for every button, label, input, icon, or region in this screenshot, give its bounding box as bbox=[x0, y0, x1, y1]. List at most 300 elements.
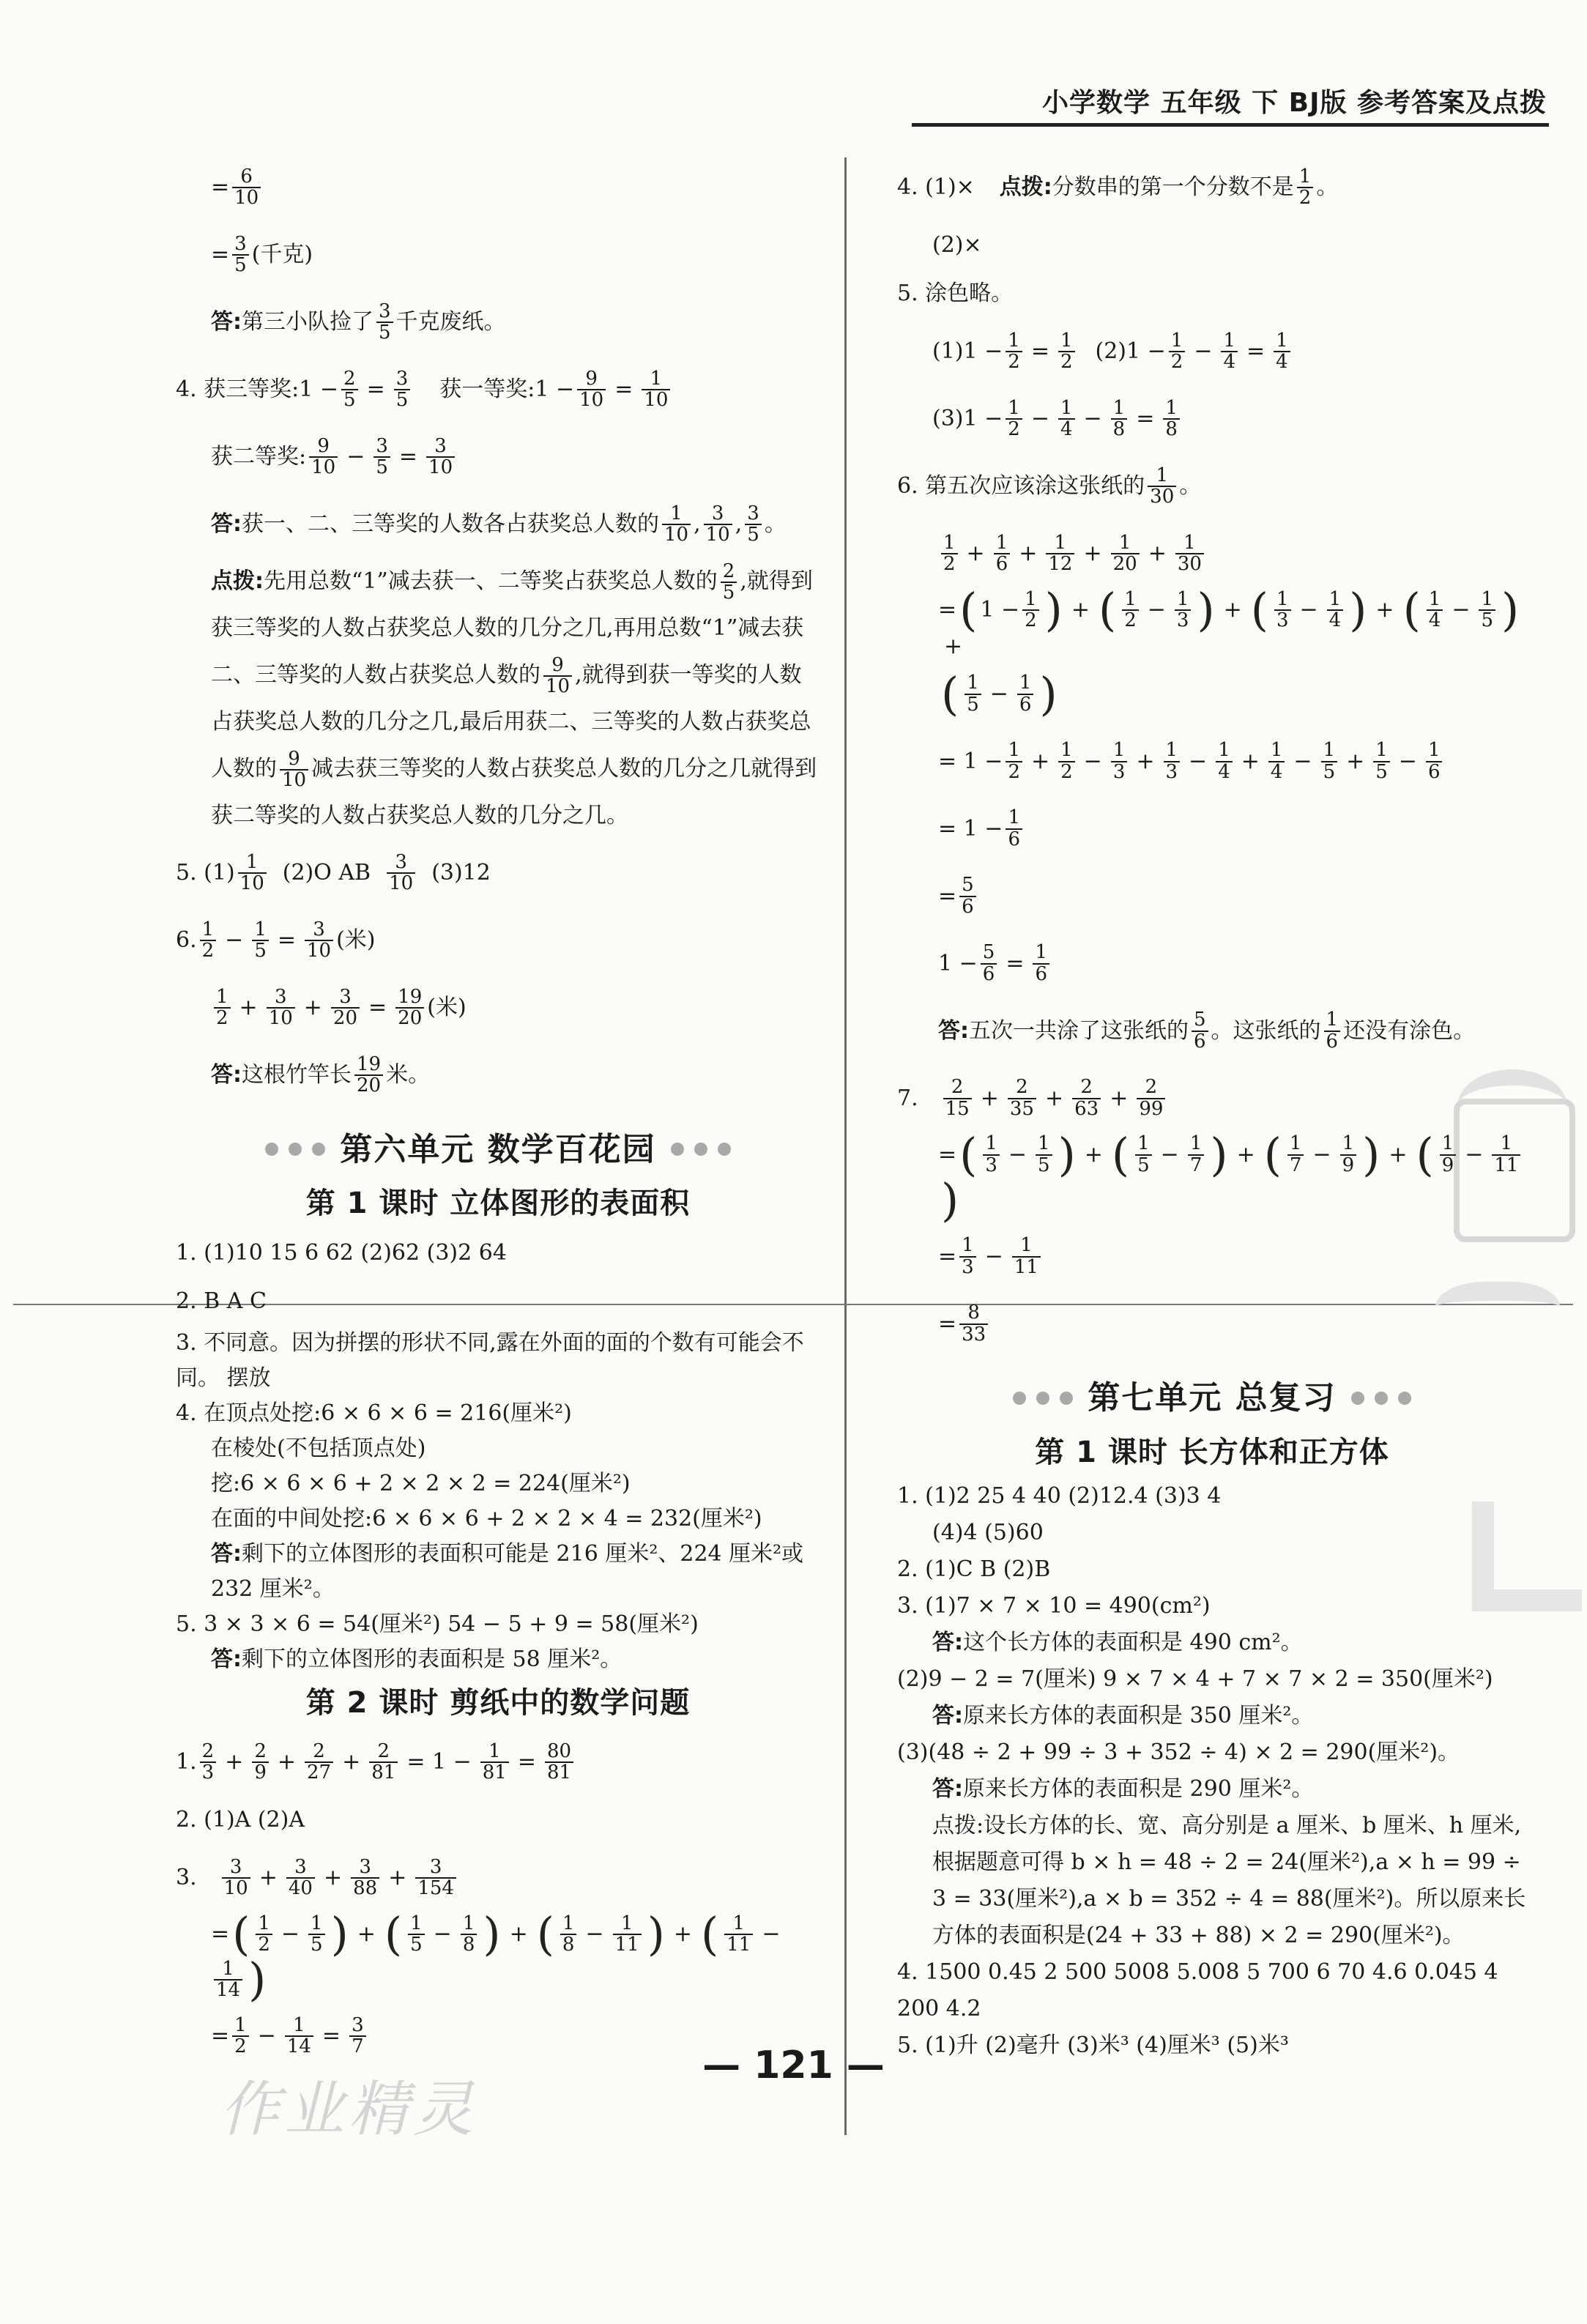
denominator: 11 bbox=[613, 1934, 642, 1955]
step-line bbox=[176, 974, 820, 1042]
fraction bbox=[376, 302, 393, 344]
fraction bbox=[1327, 587, 1344, 631]
fraction bbox=[721, 562, 737, 604]
fraction bbox=[983, 1134, 1000, 1176]
denominator: 30 bbox=[1175, 553, 1204, 574]
equals: = bbox=[938, 883, 957, 909]
left-column bbox=[176, 154, 820, 2070]
numerator: 1 bbox=[1276, 329, 1288, 352]
numerator: 1 bbox=[1025, 587, 1037, 610]
numerator: 1 bbox=[488, 1740, 501, 1762]
answer-line bbox=[897, 998, 1527, 1065]
answer-text: 剩下的立体图形的表面积可能是 216 厘米²、224 厘米²或 232 厘米²。 bbox=[211, 1541, 804, 1602]
answer-text: 剩下的立体图形的表面积是 58 厘米²。 bbox=[242, 1647, 622, 1673]
equals: = bbox=[938, 597, 957, 623]
step-line bbox=[897, 930, 1527, 998]
numerator: 1 bbox=[293, 2013, 305, 2036]
denominator: 5 bbox=[408, 1934, 425, 1955]
denominator: 5 bbox=[341, 389, 358, 410]
fraction bbox=[200, 1742, 217, 1783]
plus: + bbox=[239, 995, 258, 1021]
numerator: 1 bbox=[1326, 1009, 1339, 1031]
decor-dots bbox=[671, 1143, 731, 1156]
fraction bbox=[1169, 331, 1186, 373]
lesson-1-title: 第 1 课时 立体图形的表面积 bbox=[305, 1187, 691, 1220]
question-text: (2)O AB bbox=[282, 860, 371, 886]
numerator: 1 bbox=[1060, 396, 1073, 419]
minus: − bbox=[346, 444, 365, 470]
fraction bbox=[1046, 533, 1074, 575]
denominator: 6 bbox=[1426, 761, 1443, 782]
denominator: 8 bbox=[560, 1934, 577, 1955]
fraction bbox=[959, 1303, 988, 1345]
answer-label: 答: bbox=[932, 1702, 963, 1729]
equals: = bbox=[368, 995, 387, 1021]
answer-label: 答: bbox=[211, 1541, 242, 1567]
step-line bbox=[897, 863, 1527, 930]
plus: + bbox=[277, 1749, 296, 1775]
numerator: 3 bbox=[434, 434, 447, 457]
denominator: 5 bbox=[1373, 761, 1390, 782]
fraction bbox=[1216, 740, 1233, 782]
question-line: 4. 在顶点处挖:6 × 6 × 6 = 216(厘米²) bbox=[176, 1400, 572, 1427]
numerator: 1 bbox=[1060, 329, 1073, 352]
numerator: 1 bbox=[311, 1912, 323, 1934]
denominator: 10 bbox=[267, 1007, 295, 1028]
fraction bbox=[1012, 1236, 1041, 1277]
numerator: 80 bbox=[547, 1740, 572, 1762]
fraction bbox=[252, 920, 269, 962]
denominator: 5 bbox=[252, 940, 269, 961]
step-line bbox=[897, 318, 1527, 385]
fraction bbox=[1017, 673, 1034, 715]
numerator: 5 bbox=[982, 941, 995, 964]
numerator: 3 bbox=[313, 918, 325, 940]
numerator: 1 bbox=[410, 1912, 423, 1934]
question-text: (3)12 bbox=[431, 860, 491, 886]
denominator: 10 bbox=[662, 524, 691, 545]
fraction bbox=[1006, 331, 1022, 373]
denominator: 4 bbox=[1327, 609, 1344, 631]
denominator: 10 bbox=[426, 456, 455, 478]
fraction bbox=[480, 1742, 509, 1783]
denominator: 2 bbox=[1006, 761, 1022, 782]
question-line bbox=[897, 154, 1527, 221]
denominator: 10 bbox=[280, 769, 308, 790]
denominator: 81 bbox=[480, 1761, 509, 1783]
question-line: 3. (1)7 × 7 × 10 = 490(cm²) bbox=[897, 1592, 1211, 1619]
denominator: 3 bbox=[983, 1154, 1000, 1176]
numerator: 1 bbox=[1441, 1132, 1454, 1155]
denominator: 14 bbox=[214, 1979, 242, 2000]
question-line: (3)(48 ÷ 2 + 99 ÷ 3 + 352 ÷ 4) × 2 = 290(厘米²)。 bbox=[897, 1739, 1460, 1765]
fraction bbox=[941, 533, 958, 575]
denominator: 5 bbox=[745, 524, 762, 545]
denominator: 27 bbox=[305, 1761, 333, 1783]
numerator: 3 bbox=[395, 850, 407, 873]
tip-paragraph bbox=[176, 558, 820, 839]
question-label: (2)1 − bbox=[1095, 338, 1166, 365]
fraction bbox=[981, 943, 997, 984]
denominator: 5 bbox=[1321, 761, 1338, 782]
equals: = bbox=[1246, 338, 1265, 365]
numerator: 1 bbox=[1112, 396, 1126, 419]
answer-line bbox=[897, 1698, 1527, 1734]
fraction bbox=[662, 504, 691, 546]
numerator: 2 bbox=[377, 1740, 390, 1762]
fraction bbox=[704, 504, 732, 546]
answer-line bbox=[176, 1042, 820, 1109]
answer-line bbox=[176, 1537, 820, 1607]
answer-text: 原来长方体的表面积是 350 厘米²。 bbox=[963, 1702, 1314, 1729]
numerator: 1 bbox=[995, 531, 1008, 554]
numerator: 3 bbox=[234, 232, 247, 255]
denominator: 4 bbox=[1268, 761, 1285, 782]
denominator: 5 bbox=[376, 322, 393, 343]
fraction bbox=[1274, 331, 1290, 373]
numerator: 3 bbox=[711, 502, 724, 524]
denominator: 5 bbox=[232, 254, 249, 275]
numerator: 2 bbox=[1016, 1076, 1028, 1099]
denominator: 8 bbox=[1111, 418, 1128, 439]
fraction bbox=[395, 987, 424, 1029]
denominator: 3 bbox=[1164, 761, 1181, 782]
numerator: 1 bbox=[1500, 1132, 1513, 1155]
fraction bbox=[1022, 587, 1039, 631]
fraction bbox=[1427, 587, 1443, 631]
question-text: 获二等奖: bbox=[211, 444, 307, 470]
fraction bbox=[232, 167, 261, 209]
question-line: (2)9 − 2 = 7(厘米) 9 × 7 × 4 + 7 × 7 × 2 = 350(厘米²) bbox=[897, 1666, 1493, 1692]
numerator: 1 bbox=[1189, 1132, 1203, 1155]
fraction bbox=[745, 504, 762, 546]
fraction bbox=[613, 1914, 642, 1956]
step-line: = ( $\frac{1}{2}$ − $\frac{1}{5}$ ) + ( $\frac{1}{5}$ − $\frac{1}{8}$ ) + ( $\frac{1}{8}$ − $\frac{1}{11}$ ) + ( $\frac{1}{11}$ − $\frac{1}{14}$ ) bbox=[211, 1907, 781, 2006]
numerator: 1 bbox=[1060, 739, 1073, 762]
tip-text: 减去获三等奖的人数占获奖总人数的几分之几就得到获二等奖的人数占获奖总人数的几分之几。 bbox=[211, 756, 817, 828]
question-line: 2. (1)C B (2)B bbox=[897, 1556, 1051, 1582]
numerator: 2 bbox=[313, 1740, 325, 1762]
denominator: 6 bbox=[1033, 963, 1049, 984]
fraction bbox=[286, 1857, 315, 1899]
fraction bbox=[1324, 1010, 1341, 1052]
numerator: 3 bbox=[352, 2013, 364, 2036]
fraction bbox=[577, 369, 606, 411]
minus: − bbox=[257, 2023, 276, 2049]
denominator: 4 bbox=[1058, 418, 1075, 439]
fraction bbox=[1479, 587, 1495, 631]
fraction bbox=[373, 434, 390, 478]
denominator: 6 bbox=[1192, 1031, 1208, 1052]
fraction bbox=[1033, 943, 1049, 984]
question-line: 5. 3 × 3 × 6 = 54(厘米²) 54 − 5 + 9 = 58(厘米²) bbox=[176, 1611, 699, 1638]
numerator: 3 bbox=[395, 367, 409, 390]
numerator: 1 bbox=[943, 531, 956, 554]
unit-title-text: 第七单元 总复习 bbox=[1088, 1379, 1337, 1417]
question-5 bbox=[176, 839, 820, 907]
equals: = bbox=[211, 174, 230, 201]
denominator: 10 bbox=[704, 524, 732, 545]
fraction bbox=[1006, 398, 1022, 440]
question-line: 3. 不同意。因为拼摆的形状不同,露在外面的面的个数有可能会不同。 摆放 bbox=[176, 1330, 804, 1391]
denominator: 81 bbox=[545, 1761, 573, 1783]
fraction bbox=[1111, 533, 1140, 575]
denominator: 20 bbox=[1111, 553, 1140, 574]
step-line: = ( 1 − $\frac{1}{2}$ ) + ( $\frac{1}{2}$ − $\frac{1}{3}$ ) + ( $\frac{1}{3}$ − $\frac{1}{4}$ ) + ( $\frac{1}{4}$ − $\frac{1}{5}$ ) + bbox=[938, 583, 1520, 659]
tip-text: 先用总数“1”减去获一、二等奖占获奖总人数的 bbox=[264, 568, 718, 594]
denominator: 8 bbox=[461, 1934, 477, 1955]
denominator: 2 bbox=[1122, 609, 1139, 631]
fraction bbox=[1274, 587, 1291, 631]
numerator: 2 bbox=[254, 1740, 267, 1762]
unit-6-title bbox=[176, 1124, 820, 1175]
equals: = bbox=[277, 927, 296, 954]
numerator: 1 bbox=[1008, 739, 1020, 762]
denominator: 20 bbox=[331, 1007, 360, 1028]
numerator: 1 bbox=[1124, 587, 1137, 610]
denominator: 63 bbox=[1072, 1098, 1101, 1119]
answer-text: 五次一共涂了这张纸的 bbox=[969, 1017, 1189, 1044]
fraction bbox=[331, 987, 360, 1029]
fraction bbox=[1287, 1134, 1304, 1176]
fraction bbox=[1111, 740, 1128, 782]
denominator: 9 bbox=[1340, 1154, 1357, 1176]
denominator: 10 bbox=[238, 872, 267, 894]
numerator: 3 bbox=[229, 1855, 242, 1878]
answer-text: 原来长方体的表面积是 290 厘米²。 bbox=[963, 1775, 1314, 1802]
step-line: = ( $\frac{1}{3}$ − $\frac{1}{5}$ ) + ( $\frac{1}{5}$ − $\frac{1}{7}$ ) + ( $\frac{1}{7}$ − $\frac{1}{9}$ ) + ( $\frac{1}{9}$ − $\frac{1}{11}$ ) bbox=[897, 1132, 1527, 1223]
fraction bbox=[1268, 740, 1285, 782]
plus: + bbox=[1044, 1085, 1064, 1111]
question-line bbox=[897, 1065, 1527, 1132]
decor-dots bbox=[265, 1143, 325, 1156]
denominator: 10 bbox=[232, 187, 261, 208]
fraction bbox=[1072, 1077, 1101, 1119]
numerator: 1 bbox=[1481, 587, 1493, 610]
fraction bbox=[309, 434, 338, 478]
numerator: 3 bbox=[339, 985, 352, 1008]
fraction bbox=[415, 1857, 456, 1899]
equals: = bbox=[614, 376, 633, 403]
fraction bbox=[369, 1742, 398, 1783]
question-label: 3. bbox=[176, 1865, 197, 1891]
fraction bbox=[308, 1914, 325, 1956]
step-line: = 1 − $\frac{1}{2}$ + $\frac{1}{2}$ − $\frac{1}{3}$ + $\frac{1}{3}$ − $\frac{1}{4}$ + $\frac{1}{4}$ − $\frac{1}{5}$ + $\frac{1}{5}$ − $\frac{1}{6}$ bbox=[897, 728, 1527, 795]
step-line: 挖:6 × 6 × 6 + 2 × 2 × 2 = 224(厘米²) bbox=[211, 1471, 631, 1497]
denominator: 2 bbox=[214, 1007, 231, 1028]
fraction bbox=[1008, 1077, 1036, 1119]
numerator: 1 bbox=[1008, 329, 1020, 352]
numerator: 1 bbox=[1289, 1132, 1302, 1155]
answer-label: 答: bbox=[211, 1062, 242, 1088]
numerator: 1 bbox=[1008, 396, 1020, 419]
question-label: 6. 第五次应该涂这张纸的 bbox=[897, 473, 1145, 500]
plus: + bbox=[259, 1865, 278, 1891]
numerator: 1 bbox=[1112, 739, 1126, 762]
fraction bbox=[305, 1742, 333, 1783]
numerator: 3 bbox=[379, 300, 391, 322]
answer-label: 答: bbox=[932, 1629, 963, 1655]
answer-label: 答: bbox=[211, 1647, 242, 1673]
plus: + bbox=[980, 1085, 999, 1111]
numerator: 1 bbox=[1218, 739, 1230, 762]
numerator: 2 bbox=[343, 367, 356, 390]
denominator: 2 bbox=[941, 553, 958, 574]
question-label: 4. 获三等奖:1 − bbox=[176, 376, 339, 403]
denominator: 10 bbox=[577, 389, 606, 410]
fraction bbox=[1036, 1134, 1052, 1176]
fraction bbox=[1297, 167, 1314, 209]
minus: − bbox=[1083, 406, 1102, 432]
numerator: 1 bbox=[1298, 165, 1312, 188]
fraction bbox=[1006, 808, 1022, 850]
denominator: 5 bbox=[1036, 1154, 1052, 1176]
fraction bbox=[1006, 740, 1022, 782]
answer-text: 第三小队捡了 bbox=[242, 309, 373, 335]
fraction bbox=[1058, 398, 1075, 440]
answer-text: 。这张纸的 bbox=[1211, 1017, 1321, 1044]
denominator: 11 bbox=[724, 1934, 753, 1955]
decor-dots bbox=[1013, 1392, 1073, 1405]
numerator: 2 bbox=[201, 1740, 215, 1762]
denominator: 10 bbox=[305, 940, 333, 961]
fraction bbox=[1135, 1134, 1152, 1176]
page-header: 小学数学 五年级 下 BJ版 参考答案及点拨 bbox=[1042, 88, 1547, 118]
denominator: 2 bbox=[1297, 187, 1314, 208]
question-6 bbox=[176, 907, 820, 974]
fraction bbox=[959, 1236, 976, 1277]
unit: (千克) bbox=[251, 242, 313, 268]
numerator: 1 bbox=[1038, 1132, 1050, 1155]
numerator: 1 bbox=[1328, 587, 1342, 610]
question-line: 5. 涂色略。 bbox=[897, 281, 1014, 307]
plus: + bbox=[966, 541, 985, 567]
step-line bbox=[897, 385, 1527, 453]
numerator: 1 bbox=[1020, 1234, 1033, 1257]
denominator: 5 bbox=[394, 389, 411, 410]
numerator: 1 bbox=[1276, 587, 1289, 610]
answer-text: 千克废纸。 bbox=[395, 309, 506, 335]
denominator: 4 bbox=[1221, 351, 1238, 372]
denominator: 3 bbox=[200, 1761, 217, 1783]
answer-label: 答: bbox=[938, 1017, 969, 1044]
tip-text: 分数串的第一个分数不是 bbox=[1052, 174, 1294, 201]
fraction bbox=[1192, 1010, 1208, 1052]
step-line bbox=[897, 1223, 1527, 1291]
numerator: 9 bbox=[288, 747, 300, 770]
fraction bbox=[965, 673, 981, 715]
numerator: 1 bbox=[1019, 672, 1032, 694]
tip-label: 点拨: bbox=[999, 174, 1052, 201]
question-line: 1. (1)2 25 4 40 (2)12.4 (3)3 4 bbox=[897, 1482, 1222, 1509]
fraction bbox=[1221, 331, 1238, 373]
numerator: 1 bbox=[234, 2013, 247, 2036]
numerator: 19 bbox=[357, 1053, 382, 1075]
decor-dots bbox=[1351, 1392, 1411, 1405]
numerator: 9 bbox=[551, 653, 564, 676]
numerator: 1 bbox=[1183, 531, 1196, 554]
equals: = bbox=[1006, 950, 1025, 976]
numerator: 1 bbox=[562, 1912, 575, 1934]
equals: = bbox=[938, 1310, 957, 1337]
fraction bbox=[1164, 740, 1181, 782]
step-line bbox=[897, 1291, 1527, 1358]
equals: = bbox=[211, 242, 230, 268]
numerator: 1 bbox=[1035, 941, 1047, 964]
answer-label: 答: bbox=[211, 511, 242, 538]
tip-paragraph: 点拨:设长方体的长、宽、高分别是 a 厘米、b 厘米、h 厘米,根据题意可得 b × h = 48 ÷ 2 = 24(厘米²),a × h = 99 ÷ 3 = 33(厘米²),a × b = 352 ÷ 4 = 88(厘米²)。所以原来长方体的表面积是(24 + 33 + 88) × 2 = 290(厘米²)。 bbox=[932, 1812, 1526, 1948]
minus: − bbox=[1194, 338, 1213, 365]
unit-title-text: 第六单元 数学百花园 bbox=[340, 1130, 656, 1168]
plus: + bbox=[1110, 1085, 1129, 1111]
numerator: 1 bbox=[1427, 739, 1441, 762]
denominator: 81 bbox=[369, 1761, 398, 1783]
step-line: 在棱处(不包括顶点处) bbox=[211, 1436, 426, 1462]
question-line: 2. (1)A (2)A bbox=[176, 1807, 305, 1833]
fraction bbox=[1122, 587, 1139, 631]
numerator: 1 bbox=[1223, 329, 1235, 352]
question-text: 获一等奖:1 − bbox=[439, 376, 575, 403]
fraction bbox=[354, 1055, 383, 1096]
numerator: 1 bbox=[967, 672, 979, 694]
numerator: 1 bbox=[1118, 531, 1131, 554]
minus: − bbox=[1030, 406, 1049, 432]
fraction bbox=[267, 987, 295, 1029]
fraction bbox=[1148, 466, 1176, 508]
step-line bbox=[176, 154, 820, 221]
question-label: (3)1 − bbox=[932, 406, 1003, 432]
question-label: 1. bbox=[176, 1749, 197, 1775]
step-line bbox=[897, 520, 1527, 587]
fraction bbox=[238, 850, 267, 894]
denominator: 7 bbox=[1287, 1154, 1304, 1176]
numerator: 1 bbox=[1170, 329, 1183, 352]
fraction bbox=[1137, 1077, 1165, 1119]
numerator: 2 bbox=[1145, 1076, 1158, 1099]
fraction bbox=[461, 1914, 477, 1956]
plus: + bbox=[303, 995, 322, 1021]
denominator: 9 bbox=[1440, 1154, 1457, 1176]
fraction bbox=[994, 533, 1011, 575]
answer-line bbox=[176, 289, 820, 356]
question-4 bbox=[176, 356, 820, 423]
fraction bbox=[408, 1914, 425, 1956]
denominator: 6 bbox=[981, 963, 997, 984]
numerator: 6 bbox=[240, 165, 253, 188]
equals: = bbox=[938, 1141, 957, 1167]
fraction bbox=[1440, 1134, 1457, 1176]
numerator: 1 bbox=[222, 1957, 234, 1980]
tip-text: ,就得到获三等奖的人数占获奖总人数的几分之几,再用总数“1”减去获二、三等奖的人数占获奖总人数的 bbox=[211, 568, 813, 688]
equals: = bbox=[938, 1243, 957, 1269]
equals: = bbox=[1030, 338, 1049, 365]
plus: + bbox=[342, 1749, 361, 1775]
step-line: ( $\frac{1}{5}$ − $\frac{1}{6}$ ) bbox=[941, 667, 1058, 721]
denominator: 20 bbox=[354, 1074, 383, 1096]
fraction bbox=[1321, 740, 1338, 782]
numerator: 1 bbox=[1008, 806, 1020, 829]
question-line: (2)× bbox=[932, 232, 982, 259]
lesson-1-title: 第 1 课时 长方体和正方体 bbox=[1035, 1435, 1389, 1469]
step-line bbox=[897, 795, 1527, 863]
header-rule bbox=[912, 123, 1549, 127]
denominator: 2 bbox=[1058, 351, 1075, 372]
question-line: 5. (1)升 (2)毫升 (3)米³ (4)厘米³ (5)米³ bbox=[897, 2032, 1289, 2058]
fraction bbox=[1163, 398, 1180, 440]
numerator: 3 bbox=[294, 1855, 307, 1878]
numerator: 1 bbox=[254, 918, 267, 940]
fraction bbox=[222, 1857, 250, 1899]
